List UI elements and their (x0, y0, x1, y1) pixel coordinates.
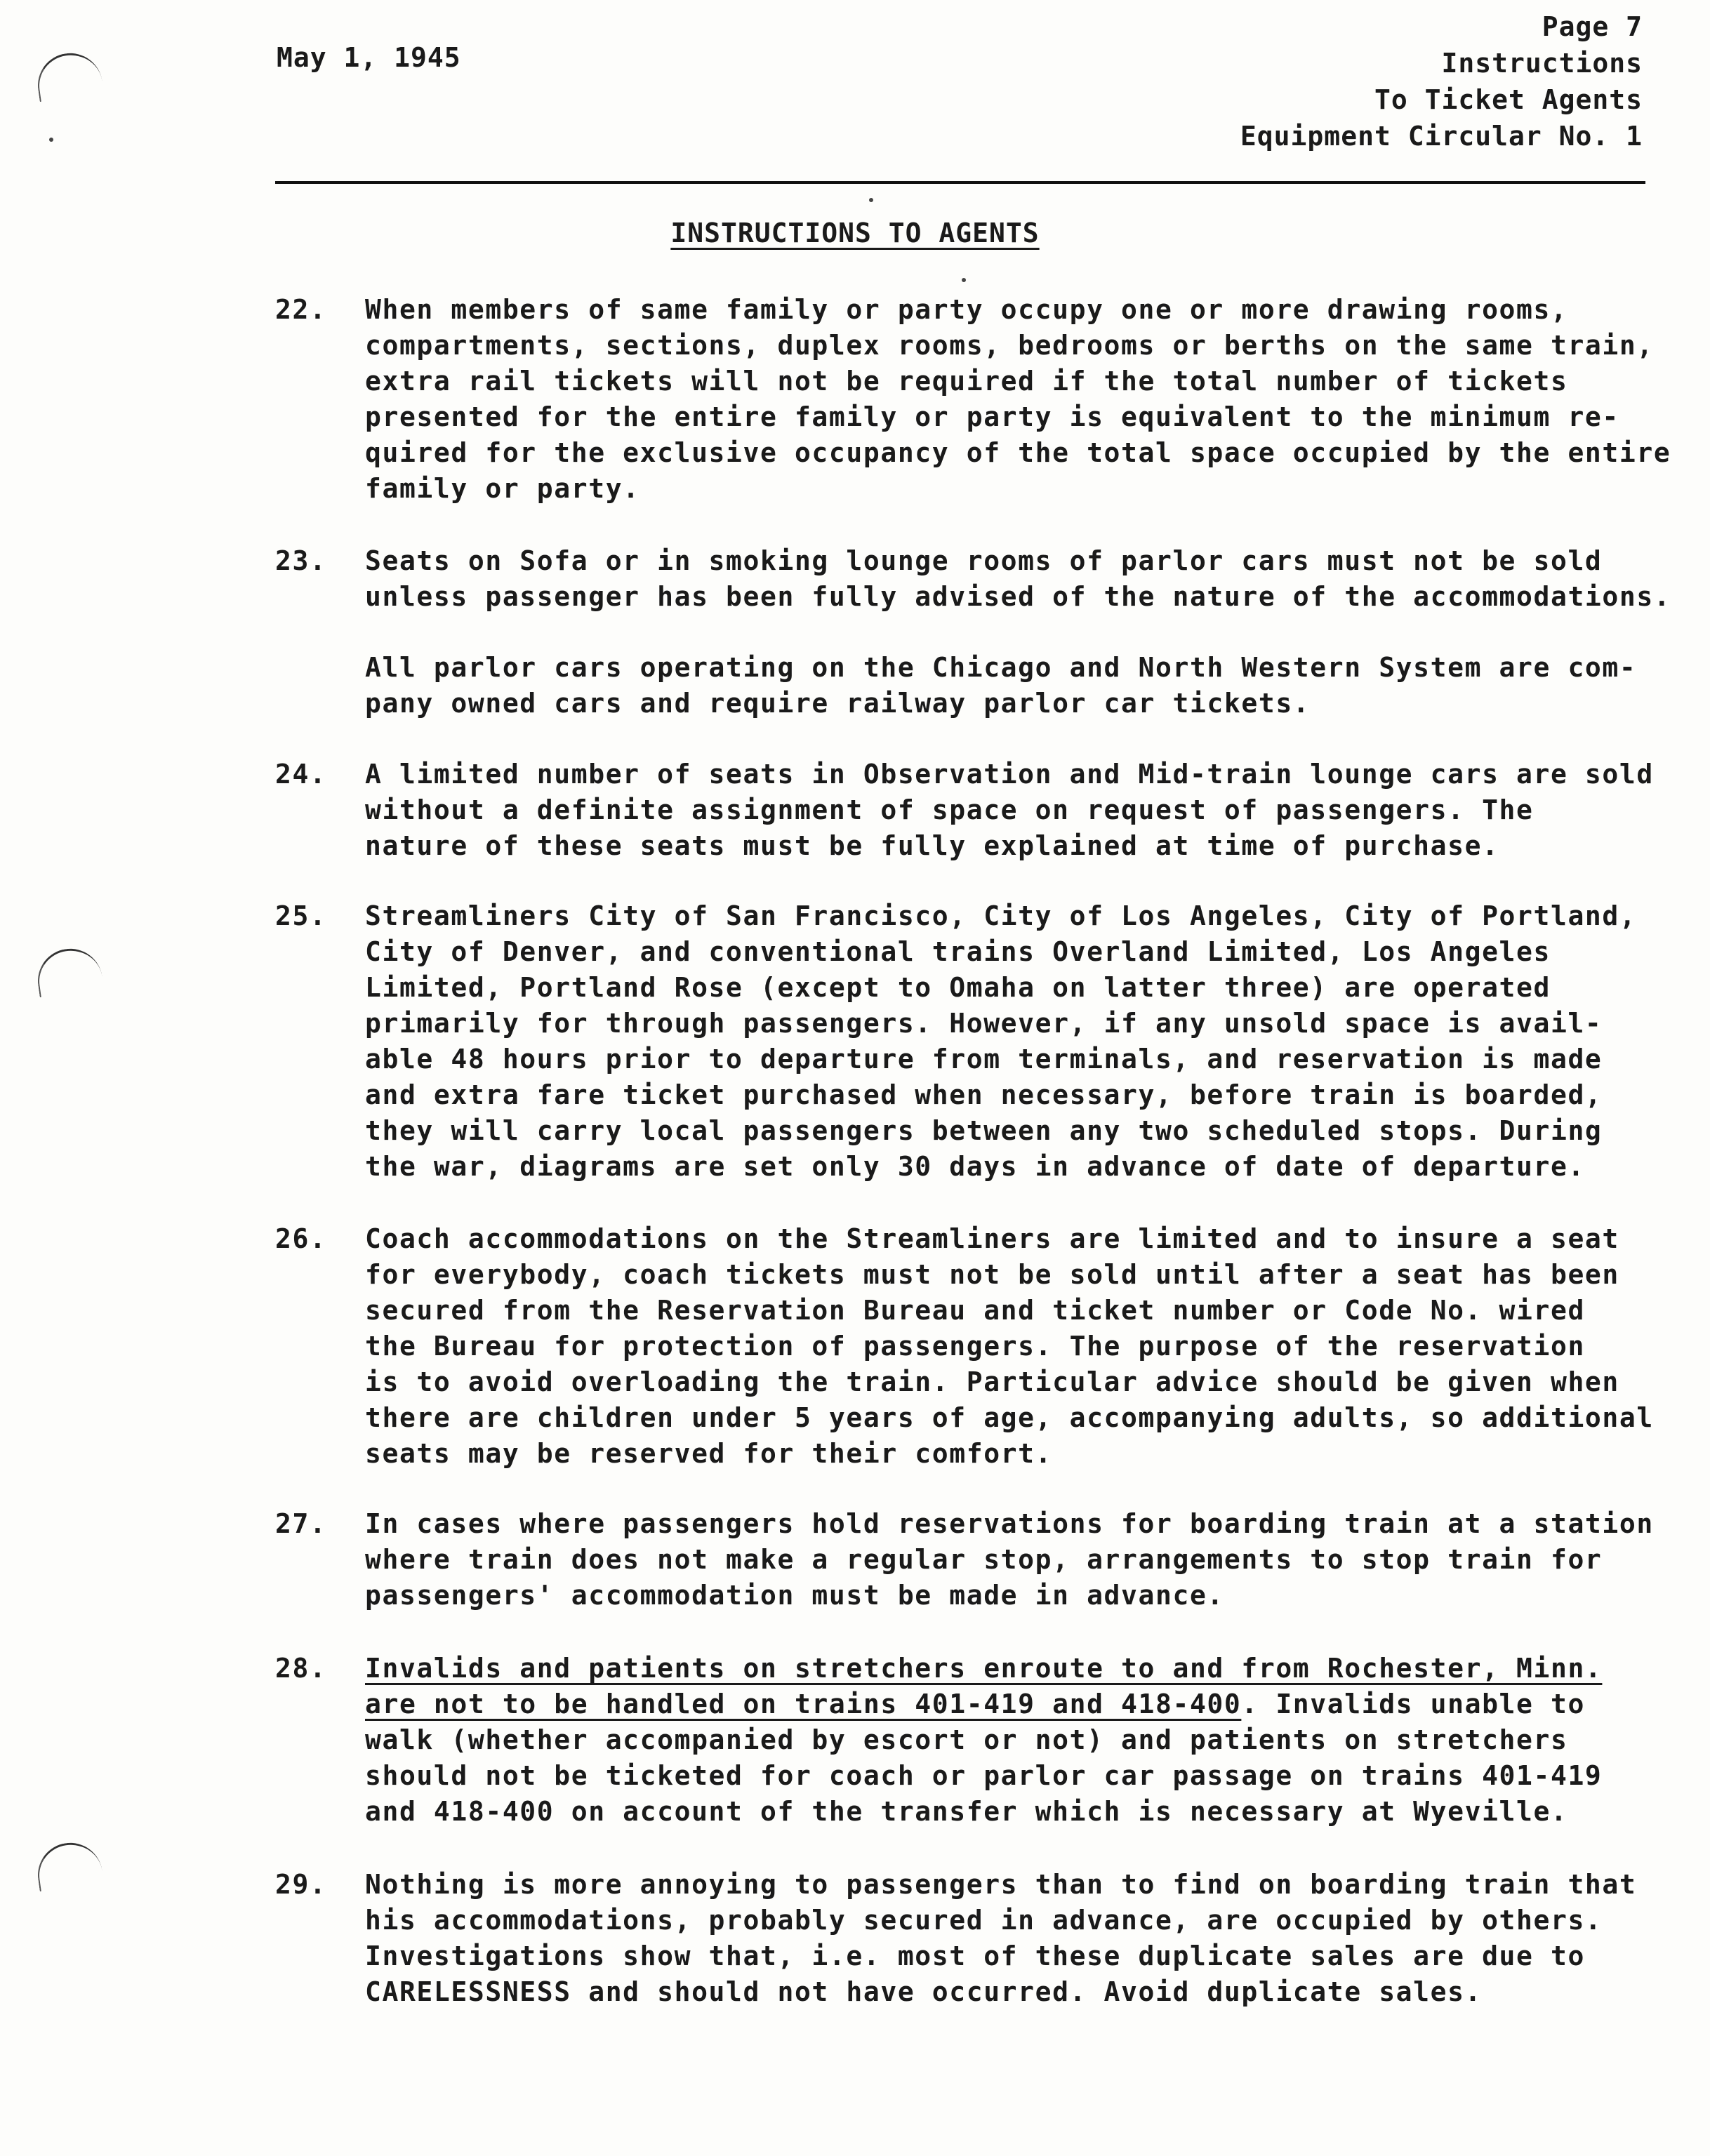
paragraph-line: and extra fare ticket purchased when necessary, before train is boarded, (365, 1079, 1603, 1110)
paragraph-23-continued (275, 650, 1707, 721)
paragraph-line: extra rail tickets will not be required if the total number of tickets (365, 366, 1568, 397)
header-block (1240, 8, 1643, 154)
paragraph-line: Streamliners City of San Francisco, City of Los Angeles, City of Portland, (365, 900, 1637, 931)
paragraph-line: walk (whether accompanied by escort or not) and patients on stretchers (365, 1724, 1568, 1755)
punch-hole-bottom (34, 1839, 104, 1891)
paragraph-line: unless passenger has been fully advised of the nature of the accommodations. (365, 581, 1671, 612)
paragraph-line: should not be ticketed for coach or parlor car passage on trains 401-419 (365, 1760, 1603, 1791)
paragraph-23 (275, 543, 1707, 615)
paragraph-number: 25. (275, 900, 327, 931)
paragraph-26 (275, 1221, 1707, 1472)
paragraph-29 (275, 1867, 1707, 2010)
paragraph-line: his accommodations, probably secured in advance, are occupied by others. (365, 1905, 1603, 1936)
paragraph-24 (275, 757, 1707, 864)
paragraph-line (365, 1686, 1707, 1722)
paragraph-number: 28. (275, 1653, 327, 1684)
paragraph-line: passengers' accommodation must be made in advance. (365, 1580, 1224, 1611)
paragraph-27 (275, 1506, 1707, 1613)
paragraph-line: Limited, Portland Rose (except to Omaha on latter three) are operated (365, 972, 1551, 1003)
underlined-text: Invalids and patients on stretchers enroute to and from Rochester, Minn. (365, 1653, 1603, 1684)
paragraph-line: they will carry local passengers between any two scheduled stops. During (365, 1115, 1603, 1146)
paragraph-number: 22. (275, 294, 327, 325)
paragraph-line: When members of same family or party occupy one or more drawing rooms, (365, 294, 1568, 325)
punch-hole-top (34, 49, 104, 102)
paragraph-line: pany owned cars and require railway parlor car tickets. (365, 688, 1311, 719)
paragraph-line: family or party. (365, 473, 640, 504)
paragraph-line: compartments, sections, duplex rooms, bedrooms or berths on the same train, (365, 330, 1654, 361)
paragraph-line: nature of these seats must be fully explained at time of purchase. (365, 830, 1499, 861)
paragraph-line: for everybody, coach tickets must not be sold until after a seat has been (365, 1259, 1619, 1290)
paragraph-line: Investigations show that, i.e. most of these duplicate sales are due to (365, 1941, 1585, 1971)
paragraph-number: 27. (275, 1508, 327, 1539)
paragraph-line: presented for the entire family or party is equivalent to the minimum re- (365, 401, 1619, 432)
punch-hole-middle (34, 945, 104, 997)
underlined-text: are not to be handled on trains 401-419 and 418-400 (365, 1689, 1242, 1719)
paragraph-line: primarily for through passengers. However, if any unsold space is avail- (365, 1008, 1603, 1039)
paragraph-line: Nothing is more annoying to passengers than to find on boarding train that (365, 1869, 1637, 1900)
speck (869, 198, 873, 202)
paragraph-line: A limited number of seats in Observation and Mid-train lounge cars are sold (365, 759, 1654, 790)
paragraph-line: and 418-400 on account of the transfer which is necessary at Wyeville. (365, 1796, 1568, 1827)
paragraph-line: All parlor cars operating on the Chicago and North Western System are com- (365, 652, 1637, 683)
header-line: Equipment Circular No. 1 (1240, 121, 1643, 152)
speck (962, 278, 966, 282)
header-rule (275, 181, 1645, 184)
page-number: Page 7 (1542, 11, 1643, 42)
paragraph-line: without a definite assignment of space on request of passengers. The (365, 794, 1534, 825)
paragraph-line (365, 1651, 1707, 1686)
paragraph-line: City of Denver, and conventional trains Overland Limited, Los Angeles (365, 936, 1551, 967)
paragraph-line: is to avoid overloading the train. Particular advice should be given when (365, 1366, 1619, 1397)
paragraph-line: where train does not make a regular stop, arrangements to stop train for (365, 1544, 1603, 1575)
header-line: To Ticket Agents (1374, 84, 1643, 115)
speck (49, 138, 53, 142)
paragraph-line: In cases where passengers hold reservations for boarding train at a station (365, 1508, 1654, 1539)
document-title: INSTRUCTIONS TO AGENTS (670, 218, 1040, 248)
paragraph-line: CARELESSNESS and should not have occurred. Avoid duplicate sales. (365, 1976, 1483, 2007)
paragraph-text: . Invalids unable to (1241, 1689, 1585, 1719)
paragraph-line: the war, diagrams are set only 30 days in advance of date of departure. (365, 1151, 1585, 1182)
paragraph-line: Seats on Sofa or in smoking lounge rooms of parlor cars must not be sold (365, 545, 1603, 576)
paragraph-number: 23. (275, 545, 327, 576)
paragraph-line: secured from the Reservation Bureau and ticket number or Code No. wired (365, 1295, 1585, 1326)
paragraph-line: seats may be reserved for their comfort. (365, 1438, 1053, 1469)
paragraph-number: 24. (275, 759, 327, 790)
header-line: Instructions (1441, 48, 1643, 79)
paragraph-number: 29. (275, 1869, 327, 1900)
paragraph-25 (275, 898, 1707, 1185)
paragraph-line: the Bureau for protection of passengers. The purpose of the reservation (365, 1331, 1585, 1362)
paragraph-22 (275, 292, 1707, 507)
paragraph-28 (275, 1651, 1707, 1830)
document-date: May 1, 1945 (277, 42, 461, 73)
paragraph-line: Coach accommodations on the Streamliners are limited and to insure a seat (365, 1223, 1619, 1254)
paragraph-number: 26. (275, 1223, 327, 1254)
paragraph-line: able 48 hours prior to departure from terminals, and reservation is made (365, 1044, 1603, 1074)
paragraph-line: quired for the exclusive occupancy of the total space occupied by the entire (365, 437, 1671, 468)
paragraph-line: there are children under 5 years of age, accompanying adults, so additional (365, 1402, 1654, 1433)
